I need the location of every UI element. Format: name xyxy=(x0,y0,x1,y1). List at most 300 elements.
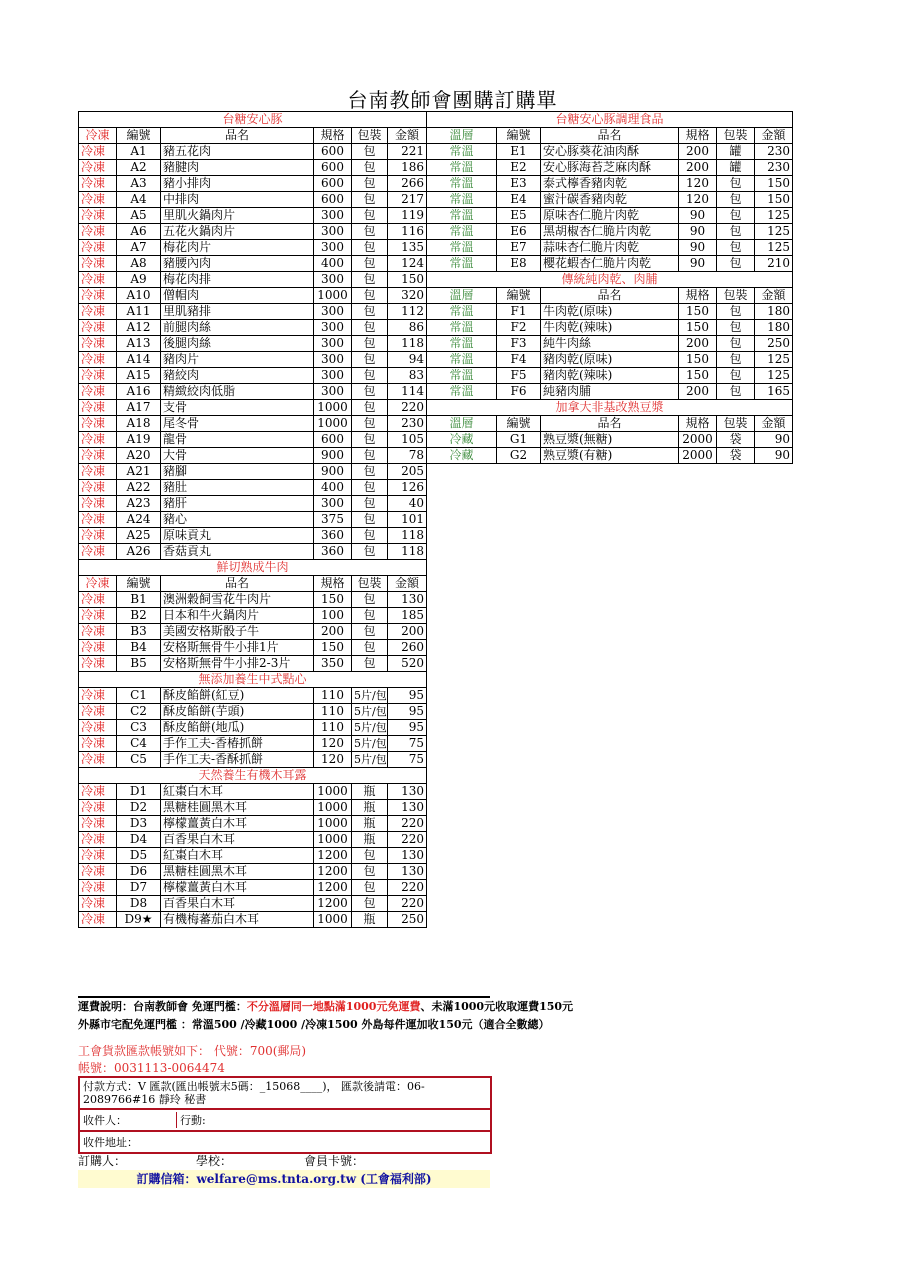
shipping-line1-prefix: 運費說明：台南教師會 免運門檻： xyxy=(78,1000,247,1013)
code-cell: C1 xyxy=(117,688,161,704)
package-cell: 瓶 xyxy=(352,816,388,832)
product-row xyxy=(79,464,427,480)
package-cell: 包 xyxy=(352,496,388,512)
spec-cell: 375 xyxy=(314,512,352,528)
spec-cell: 90 xyxy=(679,256,717,272)
code-cell: A14 xyxy=(117,352,161,368)
spec-cell: 1000 xyxy=(314,416,352,432)
product-name-cell: 熟豆漿(無糖) xyxy=(541,432,679,448)
spec-cell: 150 xyxy=(679,320,717,336)
code-cell: A17 xyxy=(117,400,161,416)
header-temp: 冷凍 xyxy=(79,576,117,592)
spec-cell: 300 xyxy=(314,368,352,384)
price-cell: 266 xyxy=(388,176,427,192)
temperature-cell: 常溫 xyxy=(427,240,497,256)
product-name-cell: 純豬肉脯 xyxy=(541,384,679,400)
header-price: 金額 xyxy=(388,128,427,144)
package-cell: 包 xyxy=(352,320,388,336)
spec-cell: 900 xyxy=(314,448,352,464)
product-name-cell: 豬絞肉 xyxy=(161,368,314,384)
package-cell: 5片/包 xyxy=(352,752,388,768)
product-row xyxy=(79,816,427,832)
package-cell: 包 xyxy=(717,256,755,272)
product-row xyxy=(79,256,427,272)
package-cell: 包 xyxy=(352,464,388,480)
spec-cell: 400 xyxy=(314,480,352,496)
price-cell: 125 xyxy=(755,240,793,256)
spec-cell: 150 xyxy=(314,640,352,656)
product-row xyxy=(79,640,427,656)
package-cell: 包 xyxy=(352,432,388,448)
product-row xyxy=(427,448,793,464)
temperature-cell: 冷凍 xyxy=(79,400,117,416)
price-cell: 112 xyxy=(388,304,427,320)
code-cell: E1 xyxy=(497,144,541,160)
receiver-row xyxy=(80,1110,490,1132)
price-cell: 150 xyxy=(755,192,793,208)
product-name-cell: 豬腰內肉 xyxy=(161,256,314,272)
product-name-cell: 梅花肉片 xyxy=(161,240,314,256)
package-cell: 5片/包 xyxy=(352,736,388,752)
product-name-cell: 紅棗白木耳 xyxy=(161,784,314,800)
temperature-cell: 冷凍 xyxy=(79,736,117,752)
temperature-cell: 冷凍 xyxy=(79,352,117,368)
header-code: 編號 xyxy=(497,288,541,304)
section-title: 無添加養生中式點心 xyxy=(79,672,427,688)
temperature-cell: 冷凍 xyxy=(79,544,117,560)
spec-cell: 120 xyxy=(679,192,717,208)
temperature-cell: 冷凍 xyxy=(79,592,117,608)
package-cell: 包 xyxy=(352,544,388,560)
temperature-cell: 冷凍 xyxy=(79,496,117,512)
price-cell: 118 xyxy=(388,544,427,560)
code-cell: B3 xyxy=(117,624,161,640)
header-price: 金額 xyxy=(755,288,793,304)
temperature-cell: 常溫 xyxy=(427,320,497,336)
price-cell: 125 xyxy=(755,368,793,384)
package-cell: 包 xyxy=(352,880,388,896)
section-title: 台糖安心豚 xyxy=(79,112,427,128)
right-product-table xyxy=(426,111,793,464)
temperature-cell: 冷凍 xyxy=(79,912,117,928)
table-header-row xyxy=(79,128,427,144)
price-cell: 220 xyxy=(388,816,427,832)
temperature-cell: 冷凍 xyxy=(79,384,117,400)
product-name-cell: 豬腳 xyxy=(161,464,314,480)
price-cell: 220 xyxy=(388,896,427,912)
temperature-cell: 常溫 xyxy=(427,160,497,176)
price-cell: 135 xyxy=(388,240,427,256)
spec-cell: 1200 xyxy=(314,896,352,912)
spec-cell: 1000 xyxy=(314,288,352,304)
header-pack: 包裝 xyxy=(352,576,388,592)
section-title: 鮮切熟成牛肉 xyxy=(79,560,427,576)
package-cell: 包 xyxy=(352,288,388,304)
temperature-cell: 冷凍 xyxy=(79,176,117,192)
package-cell: 罐 xyxy=(717,160,755,176)
spec-cell: 90 xyxy=(679,240,717,256)
spec-cell: 2000 xyxy=(679,432,717,448)
section-title-row xyxy=(79,768,427,784)
package-cell: 袋 xyxy=(717,448,755,464)
code-cell: F3 xyxy=(497,336,541,352)
product-name-cell: 龍骨 xyxy=(161,432,314,448)
spec-cell: 150 xyxy=(314,592,352,608)
mobile-field[interactable]: 行動: xyxy=(176,1112,206,1128)
code-cell: A19 xyxy=(117,432,161,448)
spec-cell: 200 xyxy=(679,160,717,176)
code-cell: G2 xyxy=(497,448,541,464)
header-price: 金額 xyxy=(755,128,793,144)
code-cell: A22 xyxy=(117,480,161,496)
product-row xyxy=(79,272,427,288)
product-row xyxy=(427,224,793,240)
code-cell: E8 xyxy=(497,256,541,272)
code-cell: C5 xyxy=(117,752,161,768)
section-title: 天然養生有機木耳露 xyxy=(79,768,427,784)
price-cell: 220 xyxy=(388,832,427,848)
product-row xyxy=(427,320,793,336)
package-cell: 包 xyxy=(352,416,388,432)
code-cell: F1 xyxy=(497,304,541,320)
code-cell: A15 xyxy=(117,368,161,384)
shipping-line1-highlight: 不分溫層同一地點滿1000元免運費 xyxy=(246,1000,421,1013)
product-name-cell: 熟豆漿(有糖) xyxy=(541,448,679,464)
package-cell: 包 xyxy=(717,208,755,224)
section-title: 加拿大非基改熟豆漿 xyxy=(427,400,793,416)
temperature-cell: 冷凍 xyxy=(79,480,117,496)
product-row xyxy=(79,608,427,624)
spec-cell: 110 xyxy=(314,688,352,704)
package-cell: 包 xyxy=(352,256,388,272)
section-title-row xyxy=(79,560,427,576)
package-cell: 包 xyxy=(717,336,755,352)
temperature-cell: 冷凍 xyxy=(79,720,117,736)
product-row xyxy=(79,720,427,736)
product-name-cell: 安心豚海苔芝麻肉酥 xyxy=(541,160,679,176)
code-cell: A4 xyxy=(117,192,161,208)
product-row xyxy=(79,704,427,720)
product-row xyxy=(79,832,427,848)
price-cell: 105 xyxy=(388,432,427,448)
product-row xyxy=(427,208,793,224)
header-name: 品名 xyxy=(541,288,679,304)
order-form-box xyxy=(78,1076,492,1154)
product-row xyxy=(79,176,427,192)
order-email: 訂購信箱：welfare@ms.tnta.org.tw (工會福利部) xyxy=(78,1170,490,1188)
code-cell: D2 xyxy=(117,800,161,816)
product-row xyxy=(79,480,427,496)
product-row xyxy=(79,352,427,368)
temperature-cell: 冷凍 xyxy=(79,800,117,816)
package-cell: 袋 xyxy=(717,432,755,448)
temperature-cell: 常溫 xyxy=(427,192,497,208)
code-cell: E4 xyxy=(497,192,541,208)
price-cell: 124 xyxy=(388,256,427,272)
package-cell: 包 xyxy=(352,528,388,544)
payment-field[interactable]: 付款方式：V 匯款(匯出帳號末5碼：_15068____)， 匯款後請電：06-2089766#16 靜玲 秘書 xyxy=(80,1078,490,1110)
product-row xyxy=(79,688,427,704)
product-name-cell: 安心豚葵花油肉酥 xyxy=(541,144,679,160)
code-cell: D5 xyxy=(117,848,161,864)
code-cell: A25 xyxy=(117,528,161,544)
temperature-cell: 冷凍 xyxy=(79,512,117,528)
code-cell: D1 xyxy=(117,784,161,800)
product-name-cell: 豬心 xyxy=(161,512,314,528)
spec-cell: 300 xyxy=(314,352,352,368)
header-spec: 規格 xyxy=(314,576,352,592)
code-cell: A2 xyxy=(117,160,161,176)
code-cell: A20 xyxy=(117,448,161,464)
product-name-cell: 豬肉片 xyxy=(161,352,314,368)
spec-cell: 600 xyxy=(314,432,352,448)
package-cell: 包 xyxy=(352,400,388,416)
price-cell: 250 xyxy=(755,336,793,352)
code-cell: A3 xyxy=(117,176,161,192)
spec-cell: 200 xyxy=(679,384,717,400)
package-cell: 包 xyxy=(352,864,388,880)
package-cell: 5片/包 xyxy=(352,688,388,704)
code-cell: B4 xyxy=(117,640,161,656)
spec-cell: 1000 xyxy=(314,832,352,848)
product-row xyxy=(427,304,793,320)
header-spec: 規格 xyxy=(679,128,717,144)
account-line2: 帳號：0031113-0064474 xyxy=(78,1061,225,1075)
package-cell: 包 xyxy=(352,624,388,640)
price-cell: 116 xyxy=(388,224,427,240)
price-cell: 130 xyxy=(388,864,427,880)
product-name-cell: 僧帽肉 xyxy=(161,288,314,304)
code-cell: A13 xyxy=(117,336,161,352)
member-card-field[interactable]: 會員卡號： xyxy=(304,1154,365,1168)
product-name-cell: 百香果白木耳 xyxy=(161,896,314,912)
temperature-cell: 常溫 xyxy=(427,176,497,192)
temperature-cell: 冷凍 xyxy=(79,368,117,384)
product-row xyxy=(79,496,427,512)
spec-cell: 110 xyxy=(314,720,352,736)
price-cell: 260 xyxy=(388,640,427,656)
spec-cell: 90 xyxy=(679,224,717,240)
spec-cell: 600 xyxy=(314,144,352,160)
code-cell: C4 xyxy=(117,736,161,752)
product-row xyxy=(79,864,427,880)
package-cell: 包 xyxy=(717,368,755,384)
product-row xyxy=(79,784,427,800)
spec-cell: 150 xyxy=(679,352,717,368)
header-spec: 規格 xyxy=(679,288,717,304)
package-cell: 包 xyxy=(352,592,388,608)
product-row xyxy=(79,448,427,464)
spec-cell: 200 xyxy=(679,336,717,352)
product-name-cell: 黑胡椒杏仁脆片肉乾 xyxy=(541,224,679,240)
temperature-cell: 常溫 xyxy=(427,256,497,272)
product-name-cell: 蜜汁碳香豬肉乾 xyxy=(541,192,679,208)
code-cell: A12 xyxy=(117,320,161,336)
product-name-cell: 尾冬骨 xyxy=(161,416,314,432)
spec-cell: 1200 xyxy=(314,864,352,880)
temperature-cell: 冷凍 xyxy=(79,864,117,880)
package-cell: 包 xyxy=(717,304,755,320)
temperature-cell: 常溫 xyxy=(427,368,497,384)
product-name-cell: 豬肉乾(原味) xyxy=(541,352,679,368)
package-cell: 罐 xyxy=(717,144,755,160)
table-header-row xyxy=(427,288,793,304)
product-row xyxy=(79,224,427,240)
package-cell: 5片/包 xyxy=(352,720,388,736)
section-title-row xyxy=(427,400,793,416)
code-cell: C3 xyxy=(117,720,161,736)
spec-cell: 150 xyxy=(679,304,717,320)
spec-cell: 600 xyxy=(314,192,352,208)
header-temp: 冷凍 xyxy=(79,128,117,144)
receiver-field[interactable]: 收件人： xyxy=(83,1114,127,1127)
product-row xyxy=(79,160,427,176)
product-name-cell: 大骨 xyxy=(161,448,314,464)
spec-cell: 350 xyxy=(314,656,352,672)
temperature-cell: 常溫 xyxy=(427,208,497,224)
price-cell: 130 xyxy=(388,592,427,608)
package-cell: 包 xyxy=(352,208,388,224)
package-cell: 包 xyxy=(352,848,388,864)
temperature-cell: 冷凍 xyxy=(79,624,117,640)
price-cell: 125 xyxy=(755,352,793,368)
product-name-cell: 蒜味杏仁脆片肉乾 xyxy=(541,240,679,256)
code-cell: A1 xyxy=(117,144,161,160)
temperature-cell: 冷凍 xyxy=(79,192,117,208)
orderer-row xyxy=(78,1152,364,1169)
code-cell: A24 xyxy=(117,512,161,528)
code-cell: B2 xyxy=(117,608,161,624)
temperature-cell: 冷藏 xyxy=(427,432,497,448)
spec-cell: 300 xyxy=(314,320,352,336)
temperature-cell: 冷凍 xyxy=(79,416,117,432)
product-name-cell: 豬五花肉 xyxy=(161,144,314,160)
price-cell: 40 xyxy=(388,496,427,512)
spec-cell: 120 xyxy=(314,752,352,768)
shipping-line2: 外縣市宅配免運門檻 ：常溫500 /冷藏1000 /冷凍1500 外島每件運加收150元（適合全數總） xyxy=(78,1018,550,1031)
product-name-cell: 里肌豬排 xyxy=(161,304,314,320)
code-cell: E5 xyxy=(497,208,541,224)
package-cell: 包 xyxy=(352,896,388,912)
product-name-cell: 櫻花蝦杏仁脆片肉乾 xyxy=(541,256,679,272)
price-cell: 230 xyxy=(755,144,793,160)
page-title: 台南教師會團購訂購單 xyxy=(347,88,558,112)
spec-cell: 2000 xyxy=(679,448,717,464)
product-name-cell: 黑糖桂圓黑木耳 xyxy=(161,800,314,816)
package-cell: 包 xyxy=(352,656,388,672)
price-cell: 217 xyxy=(388,192,427,208)
header-pack: 包裝 xyxy=(717,416,755,432)
product-row xyxy=(79,752,427,768)
product-name-cell: 五花火鍋肉片 xyxy=(161,224,314,240)
school-field[interactable]: 學校： xyxy=(196,1154,233,1168)
account-line1: 工會貨款匯款帳號如下： 代號：700(郵局) xyxy=(78,1044,307,1058)
spec-cell: 300 xyxy=(314,240,352,256)
temperature-cell: 冷凍 xyxy=(79,464,117,480)
code-cell: A6 xyxy=(117,224,161,240)
price-cell: 118 xyxy=(388,528,427,544)
temperature-cell: 冷凍 xyxy=(79,240,117,256)
header-name: 品名 xyxy=(161,576,314,592)
product-name-cell: 檸檬薑黃白木耳 xyxy=(161,816,314,832)
code-cell: D8 xyxy=(117,896,161,912)
temperature-cell: 冷凍 xyxy=(79,336,117,352)
shipping-line1-suffix: 、未滿1000元收取運費150元 xyxy=(420,1000,574,1013)
code-cell: D9★ xyxy=(117,912,161,928)
price-cell: 520 xyxy=(388,656,427,672)
product-row xyxy=(79,208,427,224)
product-row xyxy=(79,144,427,160)
package-cell: 包 xyxy=(352,512,388,528)
product-name-cell: 支骨 xyxy=(161,400,314,416)
price-cell: 150 xyxy=(388,272,427,288)
spec-cell: 600 xyxy=(314,160,352,176)
spec-cell: 100 xyxy=(314,608,352,624)
spec-cell: 200 xyxy=(679,144,717,160)
code-cell: A26 xyxy=(117,544,161,560)
spec-cell: 1000 xyxy=(314,400,352,416)
address-field[interactable]: 收件地址： xyxy=(83,1136,138,1149)
code-cell: A23 xyxy=(117,496,161,512)
header-name: 品名 xyxy=(161,128,314,144)
spec-cell: 300 xyxy=(314,304,352,320)
temperature-cell: 常溫 xyxy=(427,144,497,160)
price-cell: 180 xyxy=(755,320,793,336)
product-name-cell: 精緻絞肉低脂 xyxy=(161,384,314,400)
header-spec: 規格 xyxy=(314,128,352,144)
price-cell: 220 xyxy=(388,400,427,416)
code-cell: A21 xyxy=(117,464,161,480)
package-cell: 包 xyxy=(352,240,388,256)
price-cell: 86 xyxy=(388,320,427,336)
product-row xyxy=(79,432,427,448)
package-cell: 包 xyxy=(352,336,388,352)
section-title-row xyxy=(79,112,427,128)
product-name-cell: 後腿肉絲 xyxy=(161,336,314,352)
product-name-cell: 美國安格斯骰子牛 xyxy=(161,624,314,640)
package-cell: 包 xyxy=(352,176,388,192)
header-temp: 溫層 xyxy=(427,416,497,432)
package-cell: 包 xyxy=(717,224,755,240)
product-row xyxy=(427,432,793,448)
product-row xyxy=(79,240,427,256)
spec-cell: 300 xyxy=(314,496,352,512)
product-row xyxy=(79,288,427,304)
product-name-cell: 純牛肉絲 xyxy=(541,336,679,352)
header-temp: 溫層 xyxy=(427,288,497,304)
temperature-cell: 冷凍 xyxy=(79,528,117,544)
spec-cell: 1000 xyxy=(314,816,352,832)
code-cell: E7 xyxy=(497,240,541,256)
product-name-cell: 日本和牛火鍋肉片 xyxy=(161,608,314,624)
product-row xyxy=(79,592,427,608)
product-name-cell: 安格斯無骨牛小排2-3片 xyxy=(161,656,314,672)
code-cell: E2 xyxy=(497,160,541,176)
orderer-field[interactable]: 訂購人： xyxy=(78,1154,127,1168)
package-cell: 瓶 xyxy=(352,800,388,816)
price-cell: 101 xyxy=(388,512,427,528)
section-title: 台糖安心豚調理食品 xyxy=(427,112,793,128)
spec-cell: 360 xyxy=(314,544,352,560)
code-cell: F2 xyxy=(497,320,541,336)
price-cell: 320 xyxy=(388,288,427,304)
price-cell: 230 xyxy=(388,416,427,432)
temperature-cell: 冷凍 xyxy=(79,208,117,224)
spec-cell: 300 xyxy=(314,384,352,400)
price-cell: 200 xyxy=(388,624,427,640)
product-name-cell: 豬肝 xyxy=(161,496,314,512)
spec-cell: 150 xyxy=(679,368,717,384)
